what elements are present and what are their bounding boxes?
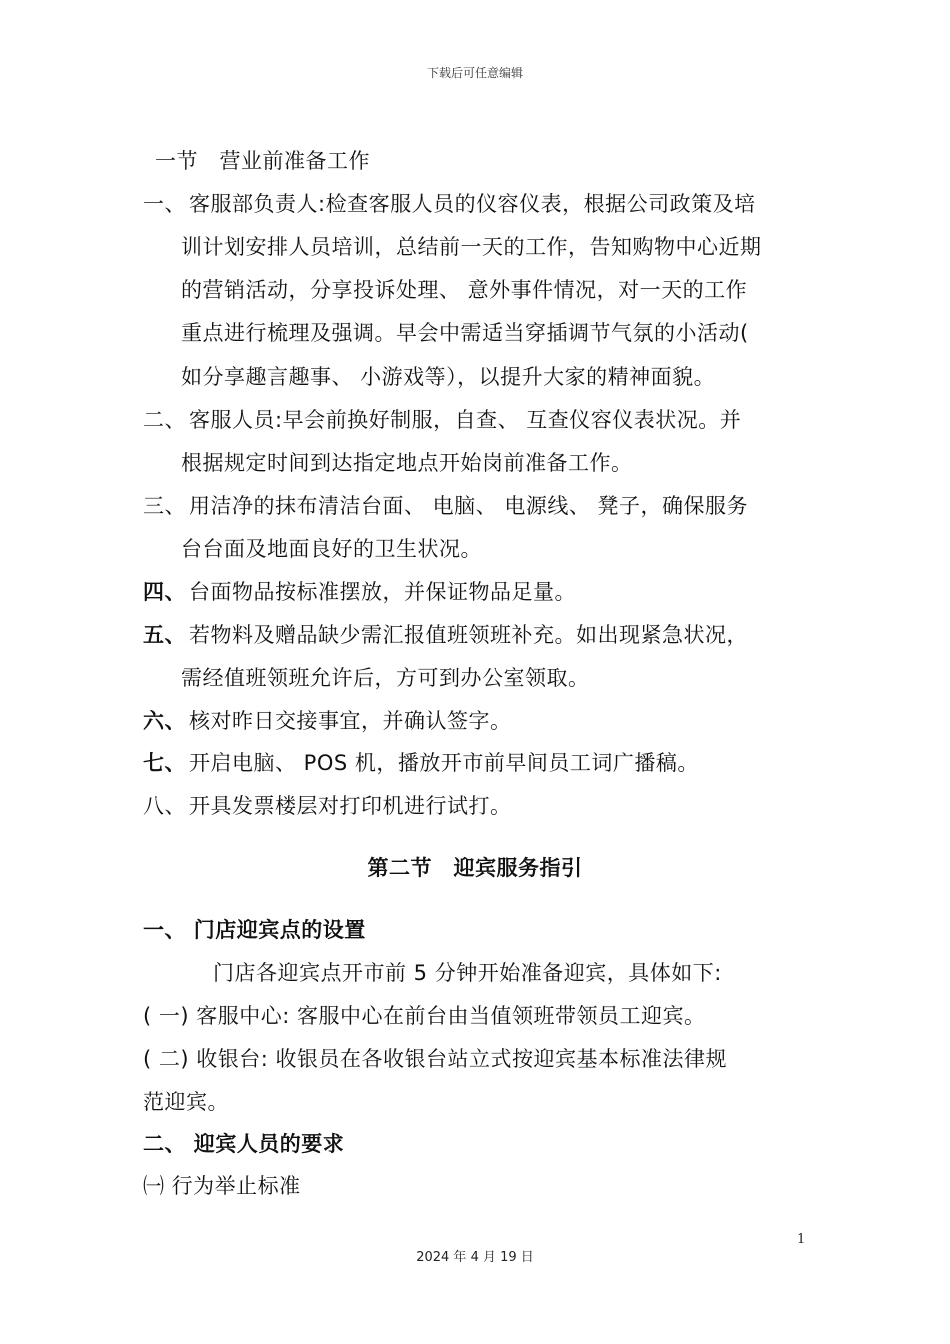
header-note: 下载后可任意编辑 <box>426 66 523 80</box>
list-item-5-line-2: 需经值班领班允许后，方可到办公室领取。 <box>181 666 590 690</box>
list-item-1 <box>143 189 756 219</box>
list-item-text: 用洁净的抹布清洁台面、 电脑、 电源线、 凳子，确保服务 <box>189 494 749 518</box>
subsection-item-1: ( 一) 客服中心: 客服中心在前台由当值领班带领员工迎宾。 <box>143 1004 706 1028</box>
list-item-text: 核对昨日交接事宜，并确认签字。 <box>189 709 512 733</box>
subsection-heading-1: 一、 门店迎宾点的设置 <box>143 918 366 942</box>
footer-date: 2024 年 4 月 19 日 <box>416 1250 534 1265</box>
list-item-text: 若物料及赠品缺少需汇报值班领班补充。如出现紧急状况， <box>189 623 748 647</box>
list-item-3 <box>143 491 748 521</box>
list-item-6 <box>143 706 512 736</box>
section1-title: 一节 营业前准备工作 <box>155 149 370 173</box>
list-item-number: 四、 <box>143 580 186 604</box>
list-item-number: 八、 <box>143 794 186 818</box>
list-item-1-line-2: 训计划安排人员培训，总结前一天的工作，告知购物中心近期 <box>181 235 762 259</box>
list-item-number: 三、 <box>143 494 186 518</box>
section2-title: 第二节 迎宾服务指引 <box>367 856 583 880</box>
list-item-2-line-2: 根据规定时间到达指定地点开始岗前准备工作。 <box>181 451 633 475</box>
list-item-1-line-5: 如分享趣言趣事、 小游戏等），以提升大家的精神面貌。 <box>181 365 716 389</box>
list-item-number: 一、 <box>143 192 186 216</box>
list-item-7 <box>143 748 699 778</box>
list-item-text: 开启电脑、 POS 机，播放开市前早间员工词广播稿。 <box>189 751 699 775</box>
subsection-heading-2: 二、 迎宾人员的要求 <box>143 1132 345 1156</box>
list-item-number: 六、 <box>143 709 186 733</box>
page-number: 1 <box>797 1232 806 1247</box>
list-item-number: 七、 <box>143 751 186 775</box>
list-item-1-line-4: 重点进行梳理及强调。早会中需适当穿插调节气氛的小活动( <box>181 321 749 345</box>
list-item-1-line-3: 的营销活动，分享投诉处理、 意外事件情况，对一天的工作 <box>181 278 748 302</box>
list-item-text: 台面物品按标准摆放，并保证物品足量。 <box>189 580 576 604</box>
list-item-4 <box>143 577 576 607</box>
subsection-item-2-line-2: 范迎宾。 <box>143 1090 229 1114</box>
list-item-text: 开具发票楼层对打印机进行试打。 <box>189 794 512 818</box>
list-item-5 <box>143 620 748 650</box>
subsection-item-2: ( 二) 收银台: 收银员在各收银台站立式按迎宾基本标准法律规 <box>143 1047 727 1071</box>
list-item-8 <box>143 791 512 821</box>
list-item-text: 客服部负责人:检查客服人员的仪容仪表，根据公司政策及培 <box>189 192 756 216</box>
list-item-number: 二、 <box>143 408 186 432</box>
list-item-2 <box>143 405 741 435</box>
list-item-3-line-2: 台台面及地面良好的卫生状况。 <box>181 537 482 561</box>
list-item-number: 五、 <box>143 623 186 647</box>
subsection-item-behavior: ㈠ 行为举止标准 <box>143 1174 301 1198</box>
subsection-intro: 门店各迎宾点开市前 5 分钟开始准备迎宾，具体如下: <box>213 961 722 985</box>
list-item-text: 客服人员:早会前换好制服，自查、 互查仪容仪表状况。并 <box>189 408 742 432</box>
